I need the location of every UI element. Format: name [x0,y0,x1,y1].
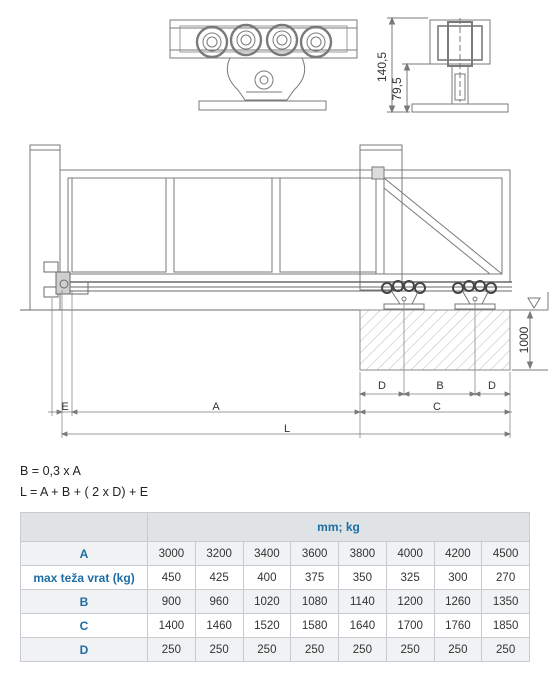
gate-frame [60,167,510,282]
table-row [21,566,530,590]
table-row [21,542,530,566]
carriage-side-view [387,18,508,112]
table-cell: 1400 [148,614,196,638]
table-cell: 960 [195,590,243,614]
table-cell: 4500 [482,542,530,566]
table-cell: 1760 [434,614,482,638]
table-row [21,638,530,662]
table-cell: 250 [482,638,530,662]
dim-label-e: E [61,401,69,413]
table-cell: 350 [339,566,387,590]
table-cell: 1460 [195,614,243,638]
table-cell: 1700 [386,614,434,638]
table-cell: 250 [339,638,387,662]
table-cell: 1080 [291,590,339,614]
table-cell: 1260 [434,590,482,614]
dim-height-axle: 79,5 [390,77,404,101]
table-cell: 1520 [243,614,291,638]
bottom-rail [20,262,512,310]
table-cell: 1350 [482,590,530,614]
carriage-left [382,281,425,309]
table-corner-cell [21,513,148,542]
row-label: B [21,590,148,614]
unit-header: mm; kg [148,513,530,542]
dimension-lines [48,392,512,436]
table-cell: 250 [291,638,339,662]
table-cell: 1020 [243,590,291,614]
table-cell: 3800 [339,542,387,566]
table-cell: 250 [434,638,482,662]
table-cell: 450 [148,566,196,590]
spec-table [20,512,530,662]
table-cell: 1850 [482,614,530,638]
dim-label-d-left: D [378,380,386,392]
table-cell: 3400 [243,542,291,566]
table-cell: 325 [386,566,434,590]
table-cell: 4000 [386,542,434,566]
dim-foundation-depth: 1000 [517,326,531,354]
table-row [21,590,530,614]
table-cell: 1200 [386,590,434,614]
row-label: D [21,638,148,662]
row-label: max teža vrat (kg) [21,566,148,590]
table-cell: 300 [434,566,482,590]
table-cell: 3200 [195,542,243,566]
carriage-right [453,281,496,309]
foundation [360,310,510,370]
dim-label-a: A [212,401,220,413]
row-label: C [21,614,148,638]
table-cell: 250 [386,638,434,662]
dim-label-c: C [433,401,441,413]
dim-label-d-right: D [488,380,496,392]
table-cell: 1640 [339,614,387,638]
table-cell: 1140 [339,590,387,614]
table-cell: 900 [148,590,196,614]
table-header-row [21,513,530,542]
carriage-front-view [170,20,357,110]
formula-l: L = A + B + ( 2 x D) + E [20,485,149,499]
row-label: A [21,542,148,566]
table-cell: 270 [482,566,530,590]
table-cell: 250 [195,638,243,662]
table-cell: 3000 [148,542,196,566]
table-cell: 250 [148,638,196,662]
table-row [21,614,530,638]
table-cell: 400 [243,566,291,590]
table-cell: 425 [195,566,243,590]
table-cell: 3600 [291,542,339,566]
table-cell: 1580 [291,614,339,638]
table-cell: 375 [291,566,339,590]
dim-label-l: L [283,423,291,435]
table-cell: 4200 [434,542,482,566]
table-cell: 250 [243,638,291,662]
dim-height-total: 140,5 [375,51,389,83]
formula-b: B = 0,3 x A [20,464,81,478]
dim-label-b: B [436,380,444,392]
